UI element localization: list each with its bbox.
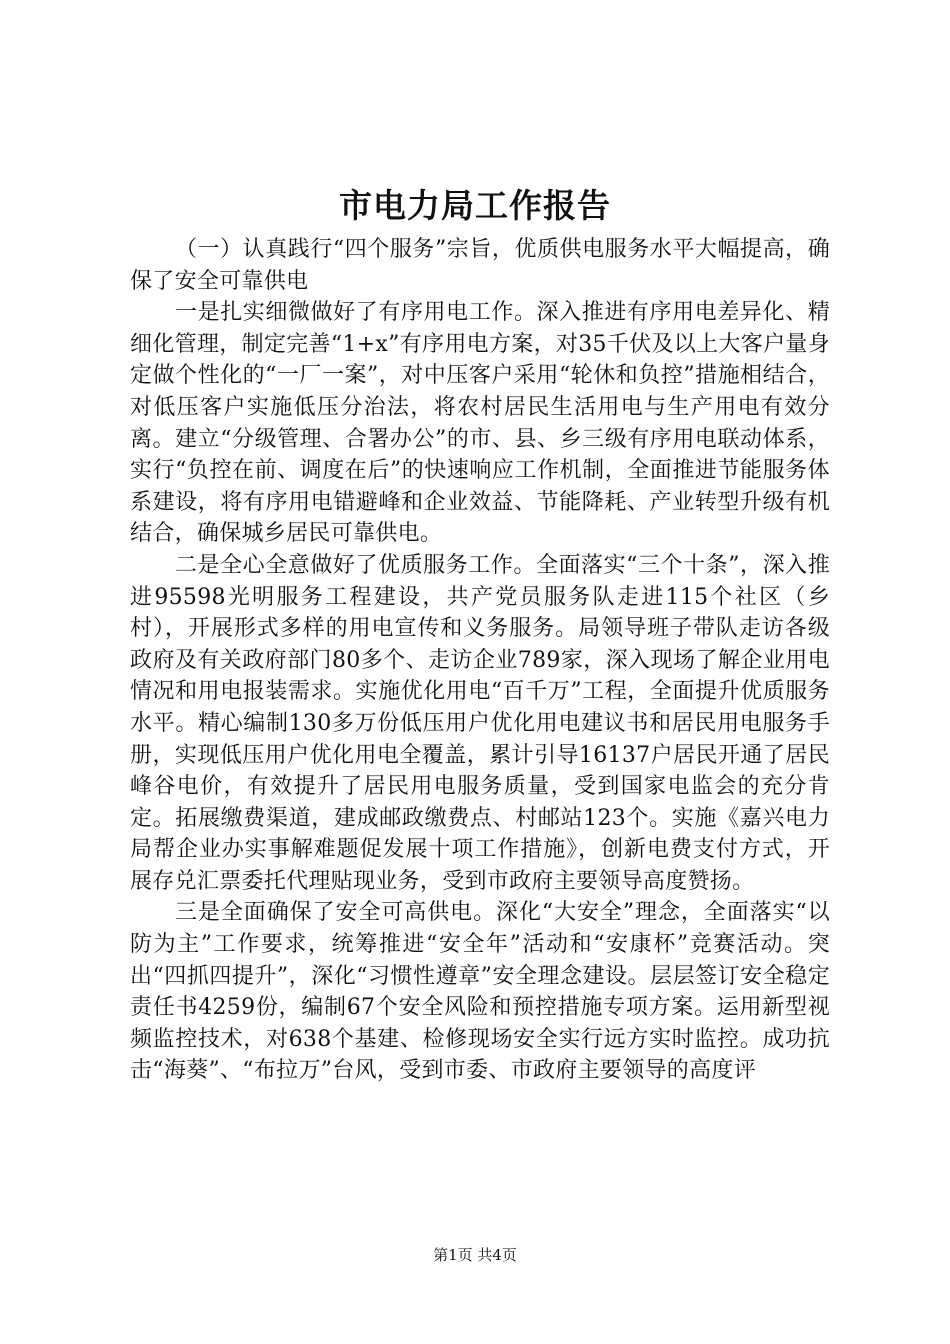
page-title: 市电力局工作报告 xyxy=(339,186,611,225)
paragraph-orderly-power: 一是扎实细微做好了有序用电工作。深入推进有序用电差异化、精细化管理，制定完善“1+x”有序用电方案，对35千伏及以上大客户量身定做个性化的“一厂一案”，对中压客户采用“轮休和负控”措施相结合，对低压客户实施低压分治法，将农村居民生活用电与生产用电有效分离。建立“分级管理、合署办公”的市、县、乡三级有序用电联动体系，实行“负控在前、调度在后”的快速响应工作机制，全面推进节能服务体系建设，将有序用电错避峰和企业效益、节能降耗、产业转型升级有机结合，确保城乡居民可靠供电。 xyxy=(130,300,830,547)
paragraph-safety: 三是全面确保了安全可高供电。深化“大安全”理念，全面落实“以防为主”工作要求，统筹推进“安全年”活动和“安康杯”竞赛活动。突出“四抓四提升”，深化“习惯性遵章”安全理念建设。层层签订安全稳定责任书4259份，编制67个安全风险和预控措施专项方案。运用新型视频监控技术，对638个基建、检修现场安全实行远方实时监控。成功抗击“海葵”、“布拉万”台风，受到市委、市政府主要领导的高度评 xyxy=(130,900,830,1084)
page-footer: 第1页 共4页 xyxy=(433,1246,517,1264)
paragraph-quality-service: 二是全心全意做好了优质服务工作。全面落实“三个十条”，深入推进95598光明服务工程建设，共产党员服务队走进115个社区（乡村），开展形式多样的用电宣传和义务服务。局领导班子带队走访各级政府及有关政府部门80多个、走访企业789家，深入现场了解企业用电情况和用电报装需求。实施优化用电“百千万”工程，全面提升优质服务水平。精心编制130多万份低压用户优化用电建议书和居民用电服务手册，实现低压用户优化用电全覆盖，累计引导16137户居民开通了居民峰谷电价，有效提升了居民用电服务质量，受到国家电监会的充分肯定。拓展缴费渠道，建成邮政缴费点、村邮站123个。实施《嘉兴电力局帮企业办实事解难题促发展十项工作措施》，创新电费支付方式，开展存兑汇票委托代理贴现业务，受到市政府主要领导高度赞扬。 xyxy=(130,552,830,894)
document-body xyxy=(130,234,830,1087)
paragraph-heading: （一）认真践行“四个服务”宗旨，优质供电服务水平大幅提高，确保了安全可靠供电 xyxy=(130,237,830,294)
